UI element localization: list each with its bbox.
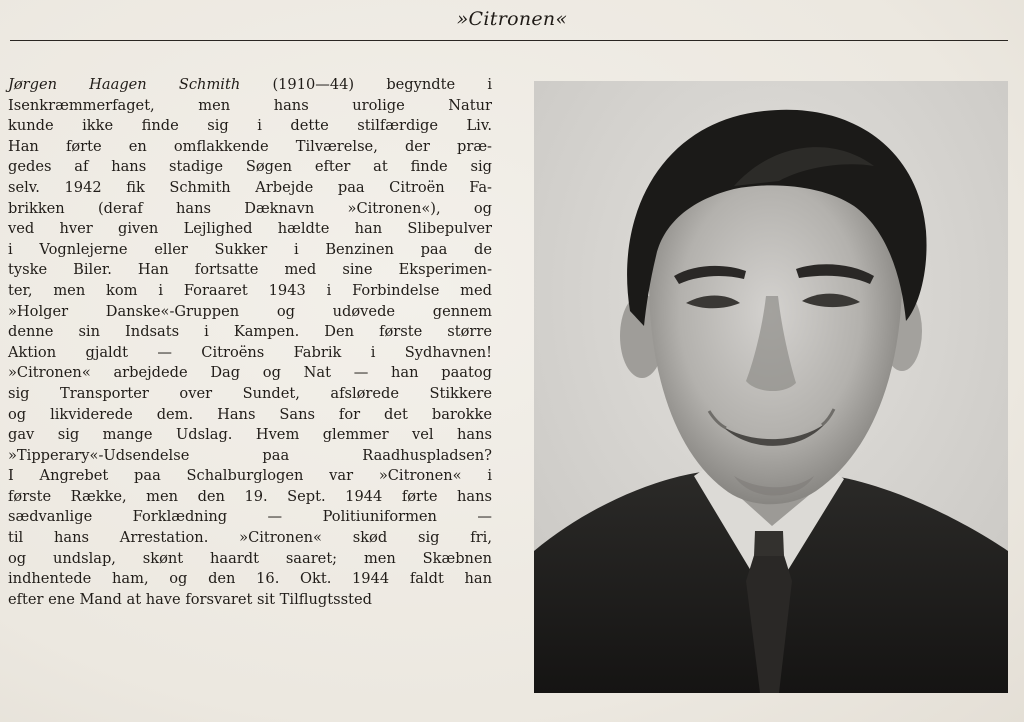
text-line: til hans Arrestation. »Citronen« skød sig fri, (8, 529, 492, 547)
text-line: sig Transporter over Sundet, afslørede Stikkere (8, 384, 492, 402)
text-line: første Række, men den 19. Sept. 1944 førte hans (8, 487, 492, 505)
person-name: Jørgen Haagen Schmith (8, 76, 241, 93)
text-line: denne sin Indsats i Kampen. Den første større (8, 323, 492, 341)
text-line: sædvanlige Forklædning — Politiuniformen — (8, 508, 492, 526)
text-line: »Tipperary«-Udsendelse paa Raadhuspladsen? (8, 446, 492, 464)
text-line: i Vognlejerne eller Sukker i Benzinen paa de (8, 240, 492, 258)
text-line: »Citronen« arbejdede Dag og Nat — han paatog (8, 364, 492, 382)
text-line: Aktion gjaldt — Citroëns Fabrik i Sydhavnen! (8, 343, 492, 361)
header-rule (10, 40, 1008, 41)
text-line: »Holger Danske«-Gruppen og udøvede gennem (8, 302, 492, 320)
portrait-illustration (534, 81, 1008, 693)
article-text (8, 75, 492, 610)
portrait-photo (534, 81, 1008, 693)
text-line: Han førte en omflakkende Tilværelse, der præ- (8, 137, 492, 155)
text-line: og undslap, skønt haardt saaret; men Skæbnen (8, 549, 492, 567)
text-line: selv. 1942 fik Schmith Arbejde paa Citroën Fa- (8, 178, 492, 196)
text-line: gav sig mange Udslag. Hvem glemmer vel hans (8, 426, 492, 444)
text-line: Isenkræmmerfaget, men hans urolige Natur (8, 96, 492, 114)
text-line: og likviderede dem. Hans Sans for det barokke (8, 405, 492, 423)
text-line: tyske Biler. Han fortsatte med sine Eksperimen- (8, 261, 492, 279)
text-line: brikken (deraf hans Dæknavn »Citronen«), og (8, 199, 492, 217)
text-line-rest: (1910—44) begyndte i (272, 76, 492, 93)
text-line: ter, men kom i Foraaret 1943 i Forbindelse med (8, 281, 492, 299)
text-line: indhentede ham, og den 16. Okt. 1944 faldt han (8, 570, 492, 588)
text-line: ved hver given Lejlighed hældte han Slibepulver (8, 220, 492, 238)
text-line (8, 75, 492, 96)
running-head-title: »Citronen« (456, 8, 568, 30)
text-line: kunde ikke finde sig i dette stilfærdige Liv. (8, 117, 492, 135)
text-line: gedes af hans stadige Søgen efter at finde sig (8, 158, 492, 176)
text-line: efter ene Mand at have forsvaret sit Tilflugtssted (8, 590, 372, 608)
text-line: I Angrebet paa Schalburglogen var »Citronen« i (8, 467, 492, 485)
